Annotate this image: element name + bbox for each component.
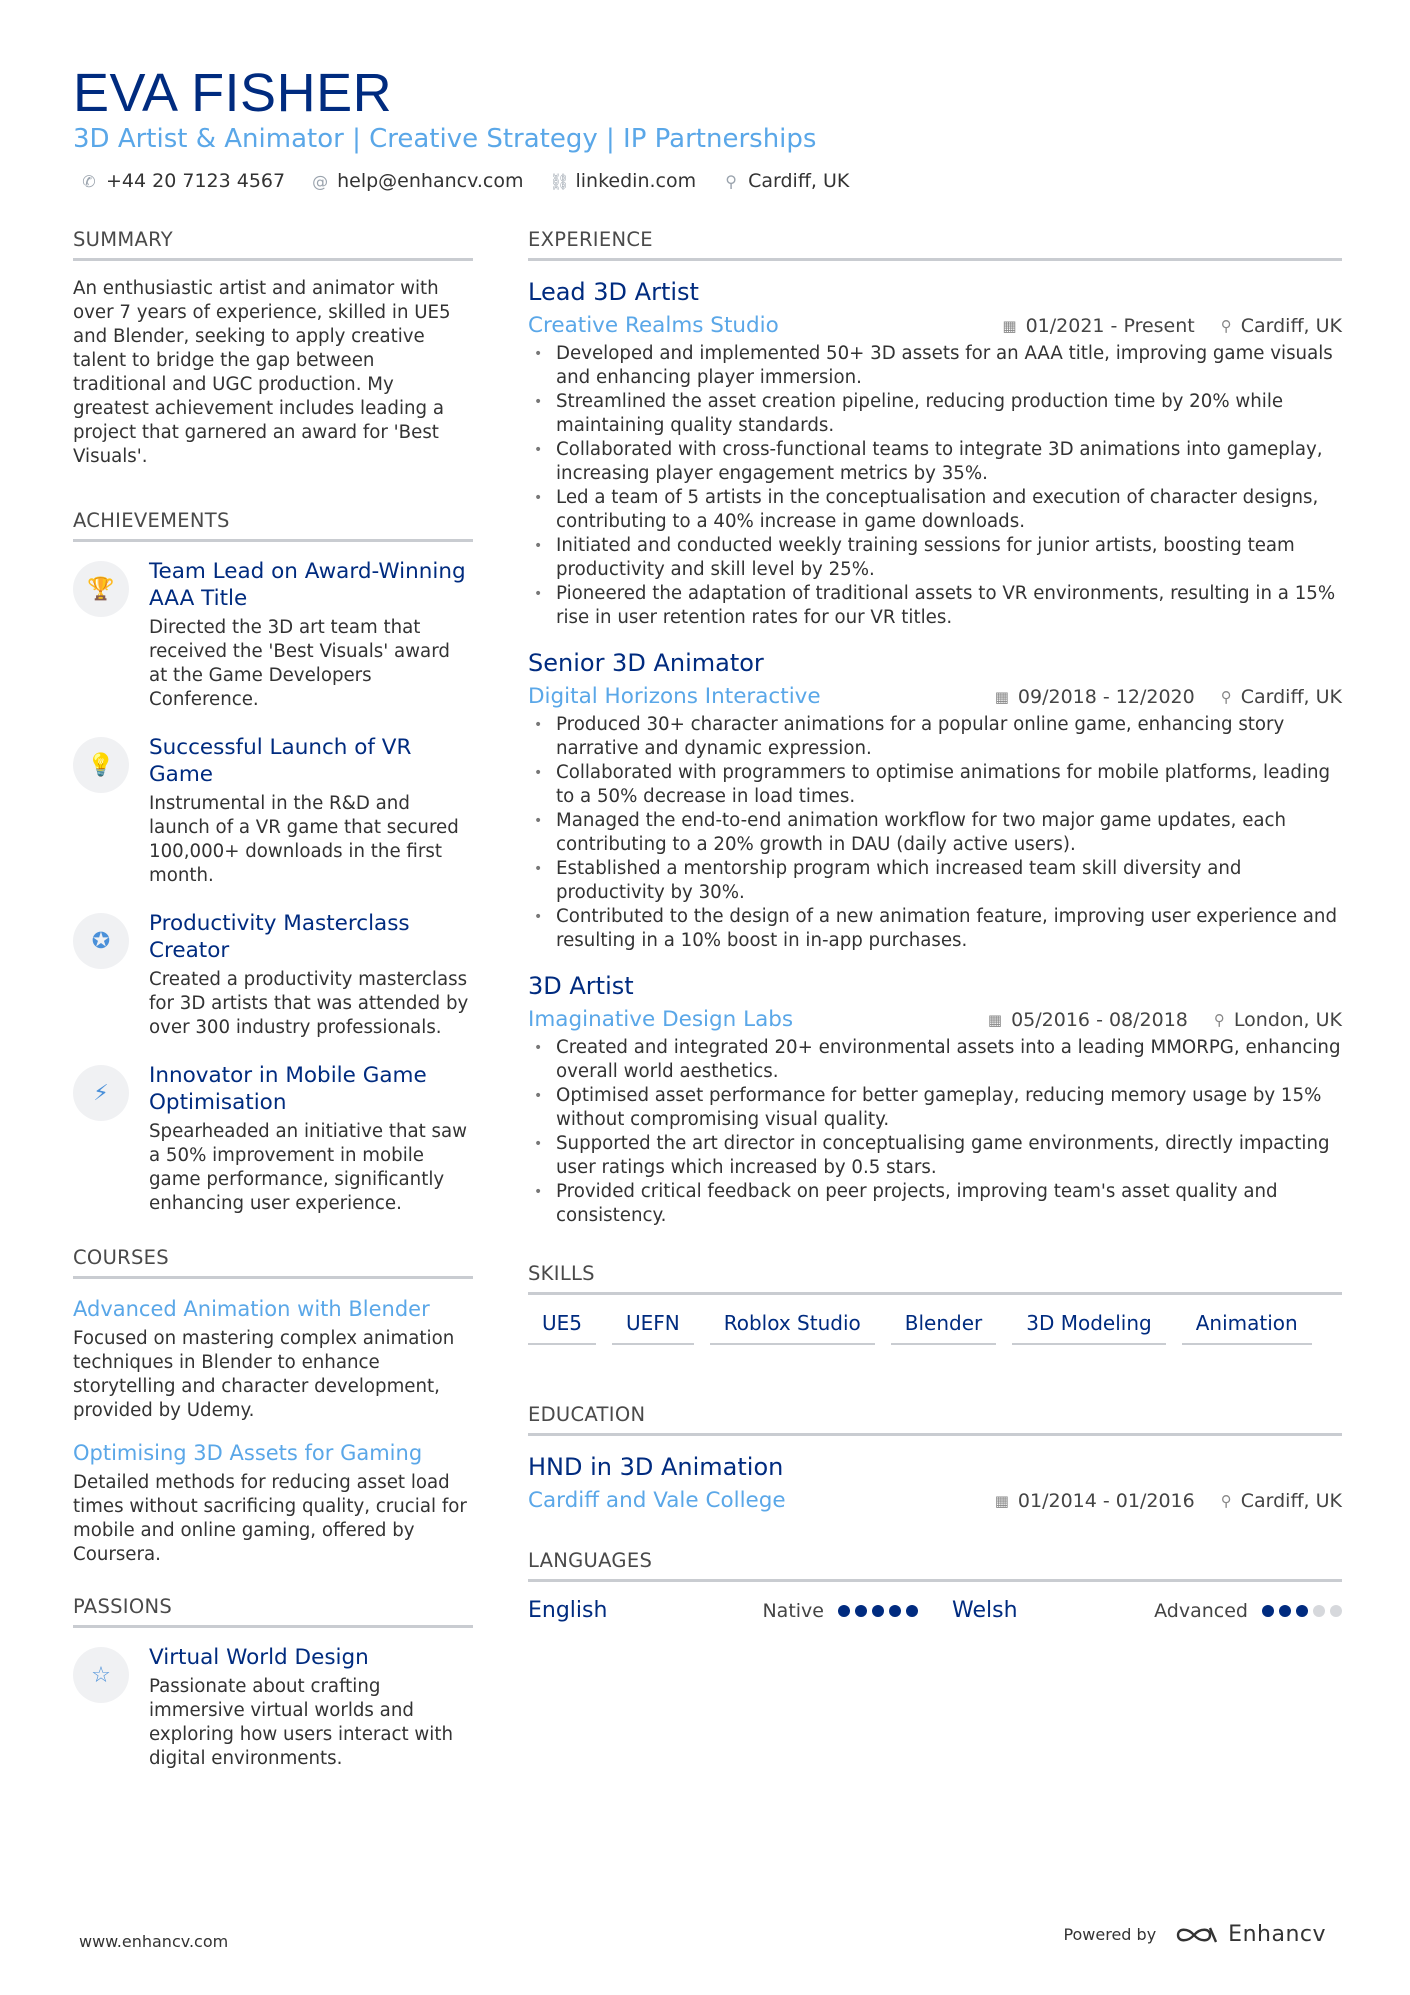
calendar-icon: ▦	[1002, 316, 1017, 335]
location-icon: ⚲	[1220, 687, 1232, 706]
powered-by-label: Powered by	[1063, 1925, 1157, 1944]
skill-tag: UE5	[528, 1311, 596, 1345]
summary-heading: SUMMARY	[73, 228, 473, 261]
rating-dot-filled	[906, 1605, 918, 1617]
link-icon: ⛓	[549, 171, 570, 191]
skill-tag: Roblox Studio	[710, 1311, 875, 1345]
summary-text: An enthusiastic artist and animator with over 7 years of experience, skilled in UE5 and Blender, seeking to apply creative talent to bridge the gap between traditional and UGC production. My greatest achievement includes leading a project that garnered an award for 'Best Visuals'.	[73, 278, 451, 467]
achievements-list	[73, 558, 473, 1216]
contact-bar	[80, 170, 849, 192]
location-icon: ⚲	[1220, 1491, 1232, 1510]
location-icon: ⚲	[725, 171, 737, 191]
job-bullet: • Developed and implemented 50+ 3D assets for an AAA title, improving game visuals and enhancing player immersion.	[528, 342, 1342, 390]
candidate-tagline: 3D Artist & Animator | Creative Strategy | IP Partnerships	[73, 124, 817, 154]
achievement-title: Team Lead on Award-Winning AAA Title	[149, 559, 466, 611]
education-school: Cardiff and Vale College	[528, 1488, 786, 1513]
job-bullet: • Produced 30+ character animations for a popular online game, enhancing story narrative and dynamic expression.	[528, 713, 1342, 761]
footer-branding	[1063, 1922, 1326, 1947]
star-icon: ☆	[73, 1647, 129, 1703]
achievement-title: Productivity Masterclass Creator	[149, 911, 410, 963]
language-level: Advanced	[1154, 1599, 1248, 1622]
job-title: Senior 3D Animator	[528, 649, 764, 677]
job-location: Cardiff, UK	[1240, 314, 1342, 337]
job-bullet: • Optimised asset performance for better gameplay, reducing memory usage by 15% without compromising visual quality.	[528, 1084, 1342, 1132]
course-title: Optimising 3D Assets for Gaming	[73, 1441, 423, 1465]
job-dates: 01/2021 - Present	[1025, 314, 1195, 337]
job-location: London, UK	[1233, 1008, 1342, 1031]
contact-linkedin-text: linkedin.com	[575, 170, 697, 192]
rating-dot-empty	[1330, 1605, 1342, 1617]
job-bullets	[528, 713, 1342, 953]
job-title: 3D Artist	[528, 972, 634, 1000]
job-company: Imaginative Design Labs	[528, 1007, 794, 1032]
achievement-item	[73, 734, 473, 888]
rating-dot-filled	[855, 1605, 867, 1617]
job-bullet: • Collaborated with cross-functional teams to integrate 3D animations into gameplay, increasing player engagement metrics by 35%.	[528, 438, 1342, 486]
language-name: Welsh	[952, 1598, 1018, 1623]
contact-location	[722, 170, 849, 192]
job-bullets	[528, 342, 1342, 630]
language-item	[952, 1598, 1342, 1623]
job-title: Lead 3D Artist	[528, 278, 699, 306]
rating-dot-filled	[838, 1605, 850, 1617]
enhancv-logo[interactable]	[1174, 1922, 1326, 1947]
achievement-title: Innovator in Mobile Game Optimisation	[149, 1063, 427, 1115]
passion-title: Virtual World Design	[149, 1645, 369, 1670]
trophy-icon: 🏆	[73, 561, 129, 617]
lightbulb-icon: 💡	[73, 737, 129, 793]
enhancv-logo-icon	[1174, 1924, 1220, 1946]
job-bullet: • Created and integrated 20+ environmental assets into a leading MMORPG, enhancing overall world aesthetics.	[528, 1036, 1342, 1084]
footer-website[interactable]: www.enhancv.com	[79, 1932, 229, 1951]
language-rating	[838, 1605, 918, 1617]
rating-dot-filled	[1262, 1605, 1274, 1617]
contact-location-text: Cardiff, UK	[748, 170, 850, 192]
calendar-icon: ▦	[994, 687, 1009, 706]
contact-phone-text: +44 20 7123 4567	[106, 170, 286, 192]
achievement-item	[73, 910, 473, 1040]
rating-dot-filled	[889, 1605, 901, 1617]
job-entry	[528, 648, 1342, 953]
education-degree: HND in 3D Animation	[528, 1453, 784, 1481]
contact-linkedin[interactable]	[549, 170, 696, 192]
language-level: Native	[762, 1599, 824, 1622]
job-entry	[528, 971, 1342, 1228]
education-entry	[528, 1452, 1342, 1513]
passions-heading: PASSIONS	[73, 1595, 473, 1628]
skills-heading: SKILLS	[528, 1262, 1342, 1295]
brand-name: Enhancv	[1228, 1922, 1326, 1947]
course-title: Advanced Animation with Blender	[73, 1297, 430, 1321]
left-column	[73, 228, 473, 1793]
course-item	[73, 1439, 473, 1567]
achievement-desc: Instrumental in the R&D and launch of a VR game that secured 100,000+ downloads in the first month.	[149, 793, 459, 886]
calendar-icon: ▦	[994, 1491, 1009, 1510]
achievements-heading: ACHIEVEMENTS	[73, 509, 473, 542]
star-badge-icon: ✪	[73, 913, 129, 969]
achievement-item	[73, 1062, 473, 1216]
languages-list	[528, 1598, 1342, 1623]
passion-desc: Passionate about crafting immersive virtual worlds and exploring how users interact with digital environments.	[149, 1676, 454, 1769]
job-bullet: • Led a team of 5 artists in the conceptualisation and execution of character designs, contributing to a 40% increase in game downloads.	[528, 486, 1342, 534]
job-dates: 05/2016 - 08/2018	[1011, 1008, 1188, 1031]
job-bullet: • Provided critical feedback on peer projects, improving team's asset quality and consistency.	[528, 1180, 1342, 1228]
calendar-icon: ▦	[987, 1010, 1003, 1029]
course-desc: Detailed methods for reducing asset load times without sacrificing quality, crucial for mobile and online gaming, offered by Coursera.	[73, 1472, 467, 1565]
language-rating	[1262, 1605, 1342, 1617]
language-item	[528, 1598, 918, 1623]
candidate-name: EVA FISHER	[73, 63, 393, 123]
job-company: Digital Horizons Interactive	[528, 684, 821, 709]
job-bullet: • Supported the art director in conceptualising game environments, directly impacting user ratings which increased by 0.5 stars.	[528, 1132, 1342, 1180]
achievement-item	[73, 558, 473, 712]
location-icon: ⚲	[1220, 316, 1232, 335]
achievement-desc: Spearheaded an initiative that saw a 50% improvement in mobile game performance, significantly enhancing user experience.	[149, 1121, 468, 1214]
achievement-title: Successful Launch of VR Game	[149, 735, 412, 787]
job-bullet: • Managed the end-to-end animation workflow for two major game updates, each contributing to a 20% growth in DAU (daily active users).	[528, 809, 1342, 857]
skills-list	[528, 1311, 1342, 1345]
job-bullets	[528, 1036, 1342, 1228]
course-desc: Focused on mastering complex animation techniques in Blender to enhance storytelling and character development, provided by Udemy.	[73, 1328, 455, 1421]
achievement-desc: Created a productivity masterclass for 3D artists that was attended by over 300 industry professionals.	[149, 969, 469, 1038]
contact-email-text: help@enhancv.com	[337, 170, 524, 192]
job-bullet: • Contributed to the design of a new animation feature, improving user experience and resulting in a 10% boost in in-app purchases.	[528, 905, 1342, 953]
rating-dot-filled	[1279, 1605, 1291, 1617]
rating-dot-filled	[1296, 1605, 1308, 1617]
contact-email[interactable]	[311, 170, 523, 192]
job-bullet: • Streamlined the asset creation pipeline, reducing production time by 20% while maintaining quality standards.	[528, 390, 1342, 438]
courses-heading: COURSES	[73, 1246, 473, 1279]
skill-tag: Animation	[1182, 1311, 1312, 1345]
job-bullet: • Initiated and conducted weekly training sessions for junior artists, boosting team productivity and skill level by 25%.	[528, 534, 1342, 582]
skill-tag: 3D Modeling	[1012, 1311, 1165, 1345]
lightning-icon: ⚡	[73, 1065, 129, 1121]
experience-heading: EXPERIENCE	[528, 228, 1342, 261]
passion-item	[73, 1644, 473, 1771]
achievement-desc: Directed the 3D art team that received the 'Best Visuals' award at the Game Developers Conference.	[149, 617, 450, 710]
course-item	[73, 1295, 473, 1423]
education-heading: EDUCATION	[528, 1403, 1342, 1436]
job-company: Creative Realms Studio	[528, 313, 779, 338]
education-location: Cardiff, UK	[1240, 1489, 1342, 1512]
job-bullet: • Established a mentorship program which increased team skill diversity and productivity by 30%.	[528, 857, 1342, 905]
rating-dot-empty	[1313, 1605, 1325, 1617]
location-icon: ⚲	[1213, 1010, 1225, 1029]
education-dates: 01/2014 - 01/2016	[1017, 1489, 1195, 1512]
job-dates: 09/2018 - 12/2020	[1017, 685, 1195, 708]
skill-tag: UEFN	[612, 1311, 694, 1345]
job-bullet: • Pioneered the adaptation of traditional assets to VR environments, resulting in a 15% rise in user retention rates for our VR titles.	[528, 582, 1342, 630]
phone-icon: ✆	[82, 171, 96, 191]
job-bullet: • Collaborated with programmers to optimise animations for mobile platforms, leading to a 50% decrease in load times.	[528, 761, 1342, 809]
language-name: English	[528, 1598, 608, 1623]
at-icon: @	[312, 171, 329, 191]
languages-heading: LANGUAGES	[528, 1549, 1342, 1582]
job-entry	[528, 277, 1342, 630]
rating-dot-filled	[872, 1605, 884, 1617]
skill-tag: Blender	[891, 1311, 996, 1345]
right-column	[528, 228, 1342, 1623]
contact-phone[interactable]	[80, 170, 285, 192]
job-location: Cardiff, UK	[1240, 685, 1342, 708]
